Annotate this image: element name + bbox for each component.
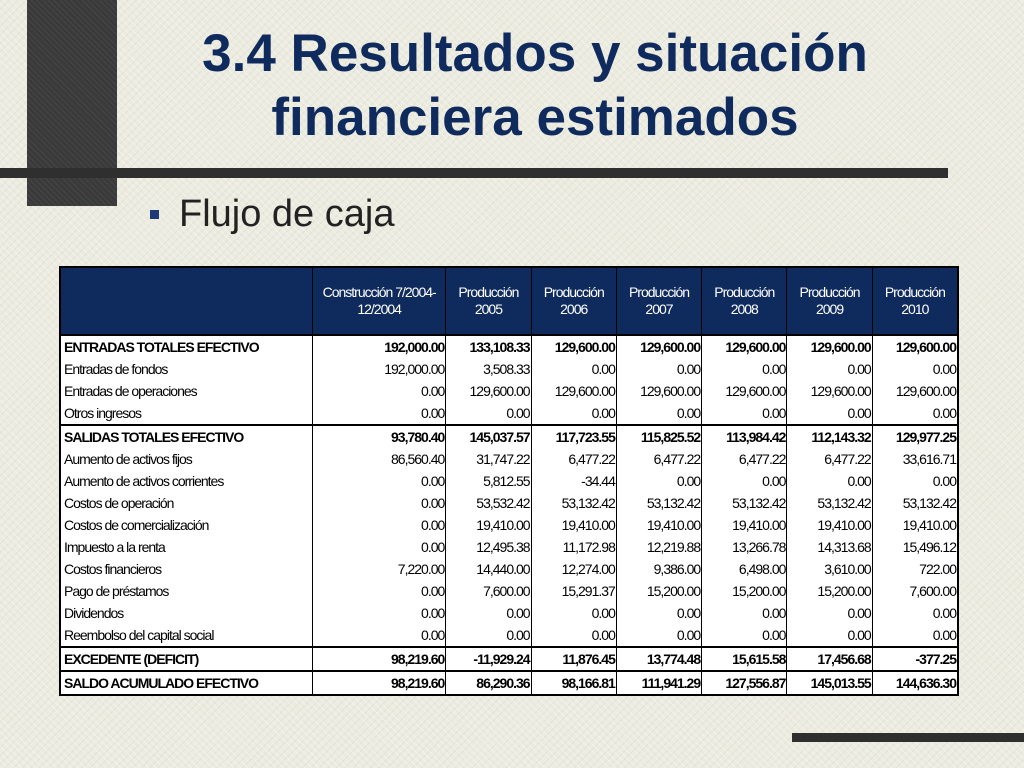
table-cell: 98,219.60 [313,647,446,671]
table-cell: 0.00 [787,624,872,647]
table-cell: 53,132.42 [531,492,616,514]
table-cell: 6,477.22 [531,448,616,470]
table-cell: 0.00 [872,602,958,624]
bullet-text: Flujo de caja [179,193,395,235]
table-cell: 15,291.37 [531,580,616,602]
table-cell: 15,200.00 [787,580,872,602]
table-cell: 129,600.00 [872,380,958,402]
slide-title [120,22,950,150]
table-cell: 19,410.00 [787,514,872,536]
table-cell: -377.25 [872,647,958,671]
table-row [60,671,958,695]
table-cell: 0.00 [531,602,616,624]
footer-divider [792,733,1024,742]
table-row [60,470,958,492]
table-cell: 9,386.00 [616,558,701,580]
row-label: Aumento de activos corrientes [64,473,224,489]
table-cell: 5,812.55 [446,470,531,492]
row-label: Costos de comercialización [64,517,209,533]
table-cell: 19,410.00 [872,514,958,536]
table-cell: 15,200.00 [616,580,701,602]
table-cell: 145,037.57 [446,425,531,448]
table-row [60,647,958,671]
table-cell: 0.00 [616,358,701,380]
table-cell: 129,600.00 [616,380,701,402]
table-cell: 86,290.36 [446,671,531,695]
table-cell: 129,600.00 [787,380,872,402]
table-cell: 0.00 [531,402,616,425]
table-row [60,558,958,580]
table-cell: 133,108.33 [446,335,531,358]
table-cell: 53,532.42 [446,492,531,514]
table-row [60,402,958,425]
row-label: Otros ingresos [64,405,142,421]
table-cell: 86,560.40 [313,448,446,470]
table-cell: 19,410.00 [616,514,701,536]
table-cell: 0.00 [787,402,872,425]
table-cell: -34.44 [531,470,616,492]
table-cell: 112,143.32 [787,425,872,448]
table-cell: 0.00 [872,470,958,492]
table-cell: 11,172.98 [531,536,616,558]
table-cell: 6,477.22 [702,448,787,470]
table-cell: 0.00 [872,402,958,425]
row-label: Costos financieros [64,561,162,577]
table-row [60,624,958,647]
table-row [60,492,958,514]
table-cell: 15,200.00 [702,580,787,602]
table-row [60,514,958,536]
table-cell: 0.00 [787,602,872,624]
table-row [60,536,958,558]
table-header-row [60,267,958,335]
table-row [60,358,958,380]
table-cell: 192,000.00 [313,335,446,358]
column-header: Producción 2005 [446,267,531,335]
row-label: EXCEDENTE (DEFICIT) [60,647,313,671]
table-cell: 7,220.00 [313,558,446,580]
table-cell: 0.00 [313,402,446,425]
table-cell: 0.00 [313,580,446,602]
table-cell: 0.00 [702,470,787,492]
table-cell: 0.00 [313,492,446,514]
table-cell: 127,556.87 [702,671,787,695]
row-label: Entradas de operaciones [64,383,197,399]
table-cell: 0.00 [872,624,958,647]
table-cell: 129,600.00 [702,380,787,402]
table-cell: 111,941.29 [616,671,701,695]
table-cell: 192,000.00 [313,358,446,380]
table-cell: 14,440.00 [446,558,531,580]
row-label: SALIDAS TOTALES EFECTIVO [60,425,313,448]
table-cell: 0.00 [616,624,701,647]
table-cell: 0.00 [446,602,531,624]
row-label: Entradas de fondos [64,361,168,377]
table-cell: 0.00 [616,602,701,624]
slide-title-line-2: financiera estimados [271,88,799,147]
table-cell: 7,600.00 [446,580,531,602]
table-cell: 0.00 [702,402,787,425]
table-cell: 145,013.55 [787,671,872,695]
table-cell: 31,747.22 [446,448,531,470]
table-cell: 0.00 [702,602,787,624]
table-cell: 7,600.00 [872,580,958,602]
table-row [60,602,958,624]
table-cell: 17,456.68 [787,647,872,671]
table-cell: 144,636.30 [872,671,958,695]
column-header [60,267,313,335]
table-cell: 0.00 [531,624,616,647]
table-cell: 0.00 [313,514,446,536]
row-label: SALDO ACUMULADO EFECTIVO [60,671,313,695]
table-cell: 129,600.00 [702,335,787,358]
table-cell: 33,616.71 [872,448,958,470]
table-cell: 129,977.25 [872,425,958,448]
table-cell: 3,508.33 [446,358,531,380]
header-divider [0,168,948,178]
table-cell: 53,132.42 [787,492,872,514]
table-cell: 6,498.00 [702,558,787,580]
table-row [60,425,958,448]
cash-flow-table [59,266,959,696]
table-cell: -11,929.24 [446,647,531,671]
table-cell: 3,610.00 [787,558,872,580]
table-cell: 12,274.00 [531,558,616,580]
column-header: Producción 2010 [872,267,958,335]
table-cell: 117,723.55 [531,425,616,448]
table-cell: 0.00 [702,624,787,647]
table-cell: 129,600.00 [531,380,616,402]
table-cell: 14,313.68 [787,536,872,558]
table-cell: 13,774.48 [616,647,701,671]
table-cell: 0.00 [616,470,701,492]
row-label: Pago de préstamos [64,583,169,599]
table-cell: 98,166.81 [531,671,616,695]
table-cell: 11,876.45 [531,647,616,671]
table-cell: 0.00 [313,536,446,558]
table-cell: 0.00 [446,402,531,425]
table-cell: 722.00 [872,558,958,580]
square-bullet-icon [150,210,159,219]
table-cell: 0.00 [446,624,531,647]
table-cell: 19,410.00 [446,514,531,536]
column-header: Producción 2006 [531,267,616,335]
table-row [60,448,958,470]
table-cell: 129,600.00 [616,335,701,358]
table-cell: 6,477.22 [616,448,701,470]
table-cell: 0.00 [313,470,446,492]
table-cell: 115,825.52 [616,425,701,448]
table-cell: 98,219.60 [313,671,446,695]
table-cell: 129,600.00 [446,380,531,402]
column-header: Producción 2009 [787,267,872,335]
table-cell: 0.00 [787,358,872,380]
table-cell: 6,477.22 [787,448,872,470]
table-cell: 53,132.42 [702,492,787,514]
row-label: Impuesto a la renta [64,539,165,555]
table-cell: 129,600.00 [531,335,616,358]
table-cell: 0.00 [531,358,616,380]
table-cell: 0.00 [313,624,446,647]
column-header: Producción 2007 [616,267,701,335]
row-label: ENTRADAS TOTALES EFECTIVO [60,335,313,358]
table-cell: 19,410.00 [531,514,616,536]
column-header: Construcción 7/2004-12/2004 [313,267,446,335]
bullet-item [150,193,394,236]
row-label: Reembolso del capital social [64,627,214,643]
table-cell: 113,984.42 [702,425,787,448]
table-cell: 129,600.00 [787,335,872,358]
table-cell: 93,780.40 [313,425,446,448]
row-label: Aumento de activos fijos [64,451,192,467]
column-header: Producción 2008 [702,267,787,335]
table-cell: 0.00 [787,470,872,492]
table-cell: 0.00 [313,380,446,402]
table-row [60,335,958,358]
table-cell: 13,266.78 [702,536,787,558]
table-cell: 12,495.38 [446,536,531,558]
table-cell: 53,132.42 [616,492,701,514]
table-cell: 12,219.88 [616,536,701,558]
table-cell: 0.00 [702,358,787,380]
table-row [60,380,958,402]
table-cell: 53,132.42 [872,492,958,514]
table-cell: 19,410.00 [702,514,787,536]
row-label: Dividendos [64,605,124,621]
table-cell: 15,615.58 [702,647,787,671]
table-cell: 0.00 [616,402,701,425]
table-cell: 0.00 [872,358,958,380]
slide-title-line-1: 3.4 Resultados y situación [202,24,868,83]
table-row [60,580,958,602]
table-cell: 0.00 [313,602,446,624]
table-cell: 15,496.12 [872,536,958,558]
table-cell: 129,600.00 [872,335,958,358]
row-label: Costos de operación [64,495,174,511]
